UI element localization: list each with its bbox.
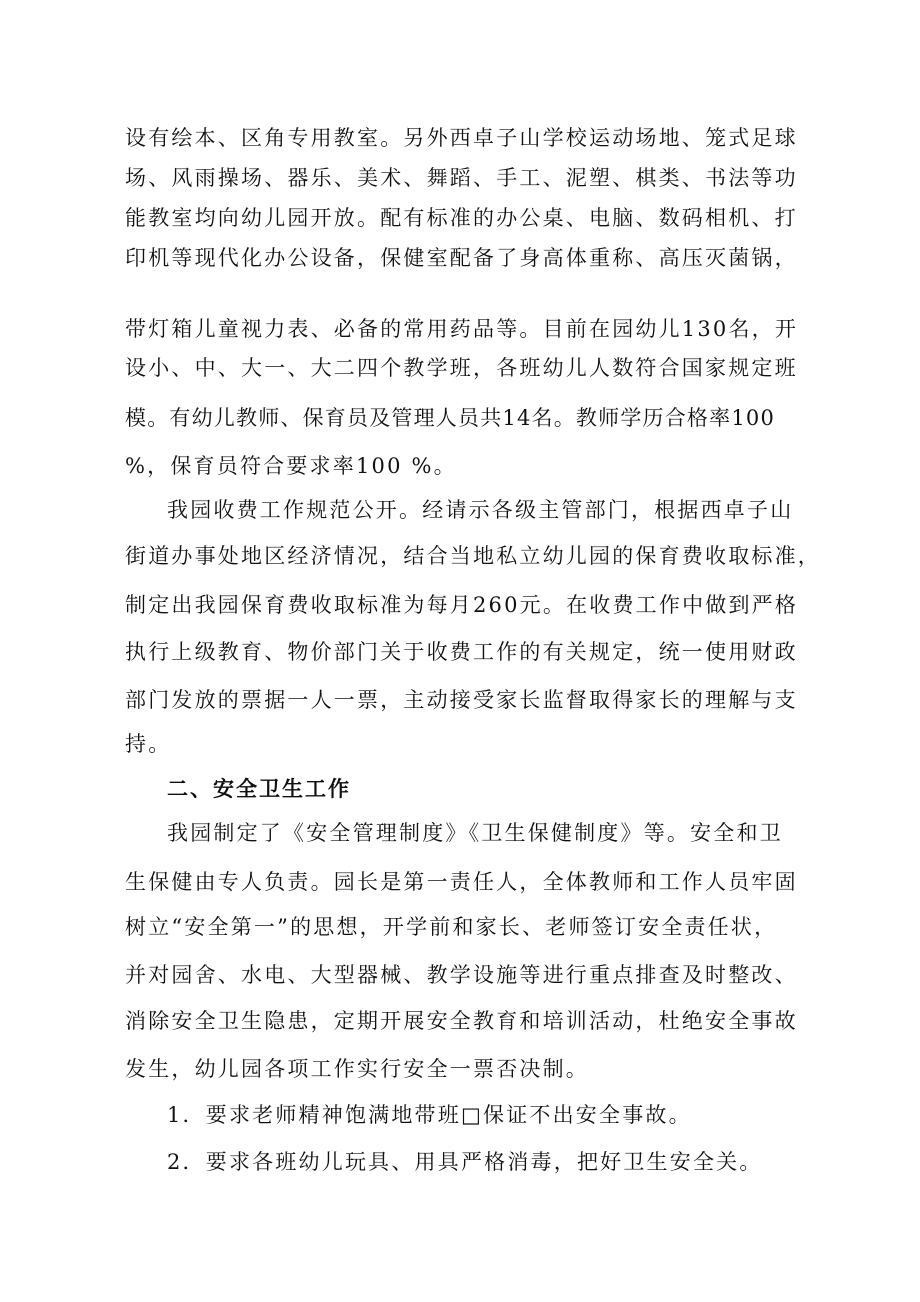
- paragraph-3-line-1: 我园制定了《安全管理制度》《卫生保健制度》等。安全和卫: [167, 821, 783, 845]
- paragraph-2-line-3: 制定出我园保育费收取标准为每月260元。在收费工作中做到严格: [125, 593, 799, 617]
- paragraph-1-line-3: 能教室均向幼儿园开放。配有标准的办公桌、电脑、数码相机、打: [125, 206, 798, 230]
- list-item-1: 1．要求老师精神饱满地带班□保证不出安全事故。: [167, 1103, 692, 1127]
- paragraph-1-line-1: 设有绘本、区角专用教室。另外西卓子山学校运动场地、笼式足球: [125, 126, 798, 150]
- paragraph-1-line-2: 场、风雨操场、器乐、美术、舞蹈、手工、泥塑、棋类、书法等功: [125, 166, 798, 190]
- paragraph-2-line-5: 部门发放的票据一人一票，主动接受家长监督取得家长的理解与支: [125, 688, 798, 712]
- paragraph-1-line-7: 模。有幼儿教师、保育员及管理人员共14名。教师学历合格率100: [125, 406, 776, 430]
- paragraph-1-line-8: %，保育员符合要求率100 %。: [125, 454, 457, 478]
- section-heading: 二、安全卫生工作: [167, 777, 351, 801]
- paragraph-3-line-5: 消除安全卫生隐患，定期开展安全教育和培训活动，杜绝安全事故: [125, 1009, 798, 1033]
- paragraph-1-line-6: 设小、中、大一、大二四个教学班，各班幼儿人数符合国家规定班: [125, 356, 798, 380]
- paragraph-3-line-6: 发生，幼儿园各项工作实行安全一票否决制。: [125, 1057, 589, 1081]
- paragraph-3-line-4: 并对园舍、水电、大型器械、教学设施等进行重点排查及时整改、: [125, 963, 798, 987]
- paragraph-2-line-4: 执行上级教育、物价部门关于收费工作的有关规定，统一使用财政: [125, 640, 798, 664]
- paragraph-3-line-2: 生保健由专人负责。园长是第一责任人，全体教师和工作人员牢固: [125, 870, 798, 894]
- list-item-2: 2．要求各班幼儿玩具、用具严格消毒，把好卫生安全关。: [167, 1150, 763, 1174]
- paragraph-2-line-6: 持。: [125, 732, 172, 756]
- paragraph-1-line-4: 印机等现代化办公设备，保健室配备了身高体重称、高压灭菌锅，: [125, 246, 798, 270]
- paragraph-2-line-2: 街道办事处地区经济情况，结合当地私立幼儿园的保育费收取标准，: [125, 544, 821, 568]
- paragraph-2-line-1: 我园收费工作规范公开。经请示各级主管部门，根据西卓子山: [167, 498, 794, 522]
- paragraph-3-line-3: 树立“安全第一”的思想，开学前和家长、老师签订安全责任状，: [125, 915, 778, 939]
- paragraph-1-line-5: 带灯箱儿童视力表、必备的常用药品等。目前在园幼儿130名，开: [125, 317, 799, 341]
